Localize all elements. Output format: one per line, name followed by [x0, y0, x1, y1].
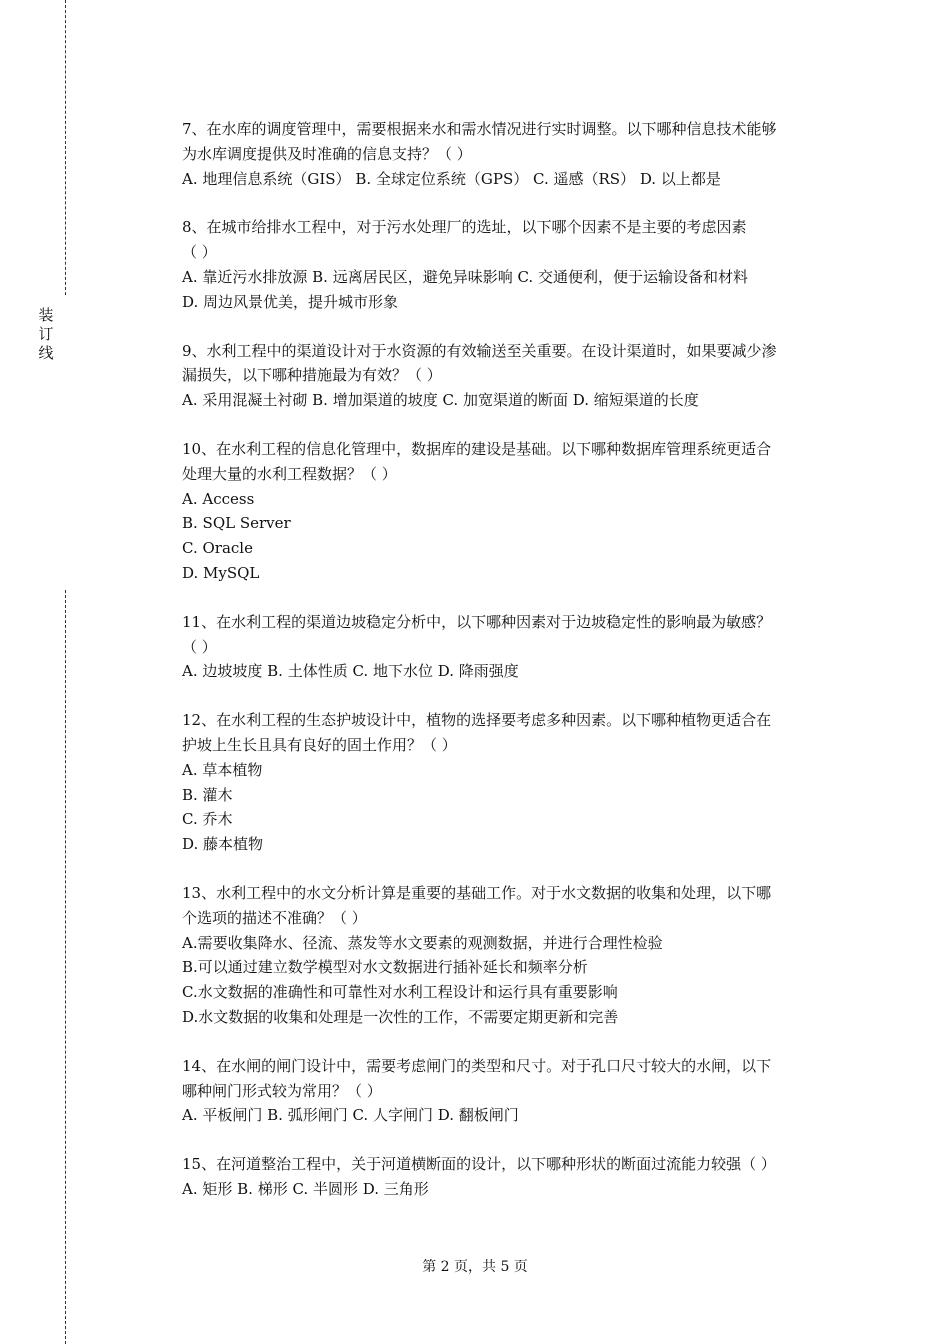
- option-line: C. Oracle: [182, 539, 253, 558]
- option-line: C. 乔木: [182, 810, 233, 829]
- option-line: A. 地理信息系统（GIS） B. 全球定位系统（GPS） C. 遥感（RS） D. 以上都是: [182, 169, 721, 188]
- binding-label: [36, 306, 56, 363]
- question-text-line: 9、水利工程中的渠道设计对于水资源的有效输送至关重要。在设计渠道时，如果要减少渗: [182, 341, 777, 360]
- question-text-line: （ ）: [182, 637, 217, 656]
- question-text-line: 15、在河道整治工程中，关于河道横断面的设计，以下哪种形状的断面过流能力较强（ ）: [182, 1155, 776, 1174]
- question-text-line: 个选项的描述不准确？（ ）: [182, 908, 367, 927]
- question-text-line: 漏损失，以下哪种措施最为有效？（ ）: [182, 366, 442, 385]
- option-line: B. 灌木: [182, 785, 233, 804]
- question-8: [182, 215, 842, 314]
- option-line: D.水文数据的收集和处理是一次性的工作，不需要定期更新和完善: [182, 1007, 619, 1026]
- question-text-line: 13、水利工程中的水文分析计算是重要的基础工作。对于水文数据的收集和处理，以下哪: [182, 883, 772, 902]
- option-line: A.需要收集降水、径流、蒸发等水文要素的观测数据，并进行合理性检验: [182, 933, 663, 952]
- option-line: A. 草本植物: [182, 760, 263, 779]
- question-14: [182, 1054, 842, 1128]
- option-line: D. 藤本植物: [182, 835, 264, 854]
- question-7: [182, 117, 842, 191]
- binding-line-top: [65, 0, 66, 295]
- question-10: [182, 437, 842, 586]
- question-text-line: 处理大量的水利工程数据？（ ）: [182, 464, 397, 483]
- option-line: B.可以通过建立数学模型对水文数据进行插补延长和频率分析: [182, 958, 588, 977]
- question-text-line: 7、在水库的调度管理中，需要根据来水和需水情况进行实时调整。以下哪种信息技术能够: [182, 120, 777, 138]
- question-15: [182, 1152, 842, 1202]
- question-text-line: 11、在水利工程的渠道边坡稳定分析中，以下哪种因素对于边坡稳定性的影响最为敏感？: [182, 612, 772, 631]
- question-13: [182, 881, 842, 1030]
- option-line: D. 周边风景优美，提升城市形象: [182, 292, 399, 311]
- question-text-line: 10、在水利工程的信息化管理中，数据库的建设是基础。以下哪种数据库管理系统更适合: [182, 439, 772, 458]
- question-11: [182, 610, 842, 684]
- question-text-line: 12、在水利工程的生态护坡设计中，植物的选择要考虑多种因素。以下哪种植物更适合在: [182, 711, 772, 730]
- option-line: C.水文数据的准确性和可靠性对水利工程设计和运行具有重要影响: [182, 983, 618, 1002]
- question-text-line: （ ）: [182, 243, 217, 262]
- question-text-line: 哪种闸门形式较为常用？（ ）: [182, 1081, 382, 1100]
- option-line: A. Access: [182, 489, 255, 508]
- binding-label-char: 订: [38, 325, 54, 343]
- option-line: D. MySQL: [182, 563, 260, 582]
- option-line: B. SQL Server: [182, 514, 291, 533]
- question-list: [182, 117, 842, 1226]
- option-line: A. 边坡坡度 B. 土体性质 C. 地下水位 D. 降雨强度: [182, 662, 519, 681]
- option-line: A. 矩形 B. 梯形 C. 半圆形 D. 三角形: [182, 1179, 429, 1198]
- option-line: A. 采用混凝土衬砌 B. 增加渠道的坡度 C. 加宽渠道的断面 D. 缩短渠道的长度: [182, 391, 699, 410]
- question-text-line: 护坡上生长且具有良好的固土作用？（ ）: [182, 735, 457, 754]
- binding-line-bottom: [65, 590, 66, 1344]
- question-9: [182, 339, 842, 413]
- binding-label-char: 装: [38, 306, 54, 324]
- question-text-line: 为水库调度提供及时准确的信息支持？（ ）: [182, 144, 472, 163]
- binding-label-char: 线: [38, 344, 54, 362]
- question-text-line: 8、在城市给排水工程中，对于污水处理厂的选址，以下哪个因素不是主要的考虑因素: [182, 218, 747, 237]
- question-text-line: 14、在水闸的闸门设计中，需要考虑闸门的类型和尺寸。对于孔口尺寸较大的水闸，以下: [182, 1056, 772, 1075]
- question-12: [182, 708, 842, 857]
- option-line: A. 平板闸门 B. 弧形闸门 C. 人字闸门 D. 翻板闸门: [182, 1106, 519, 1125]
- page-number: 第 2 页，共 5 页: [422, 1259, 528, 1275]
- option-line: A. 靠近污水排放源 B. 远离居民区，避免异味影响 C. 交通便利，便于运输设备和材料: [182, 267, 748, 286]
